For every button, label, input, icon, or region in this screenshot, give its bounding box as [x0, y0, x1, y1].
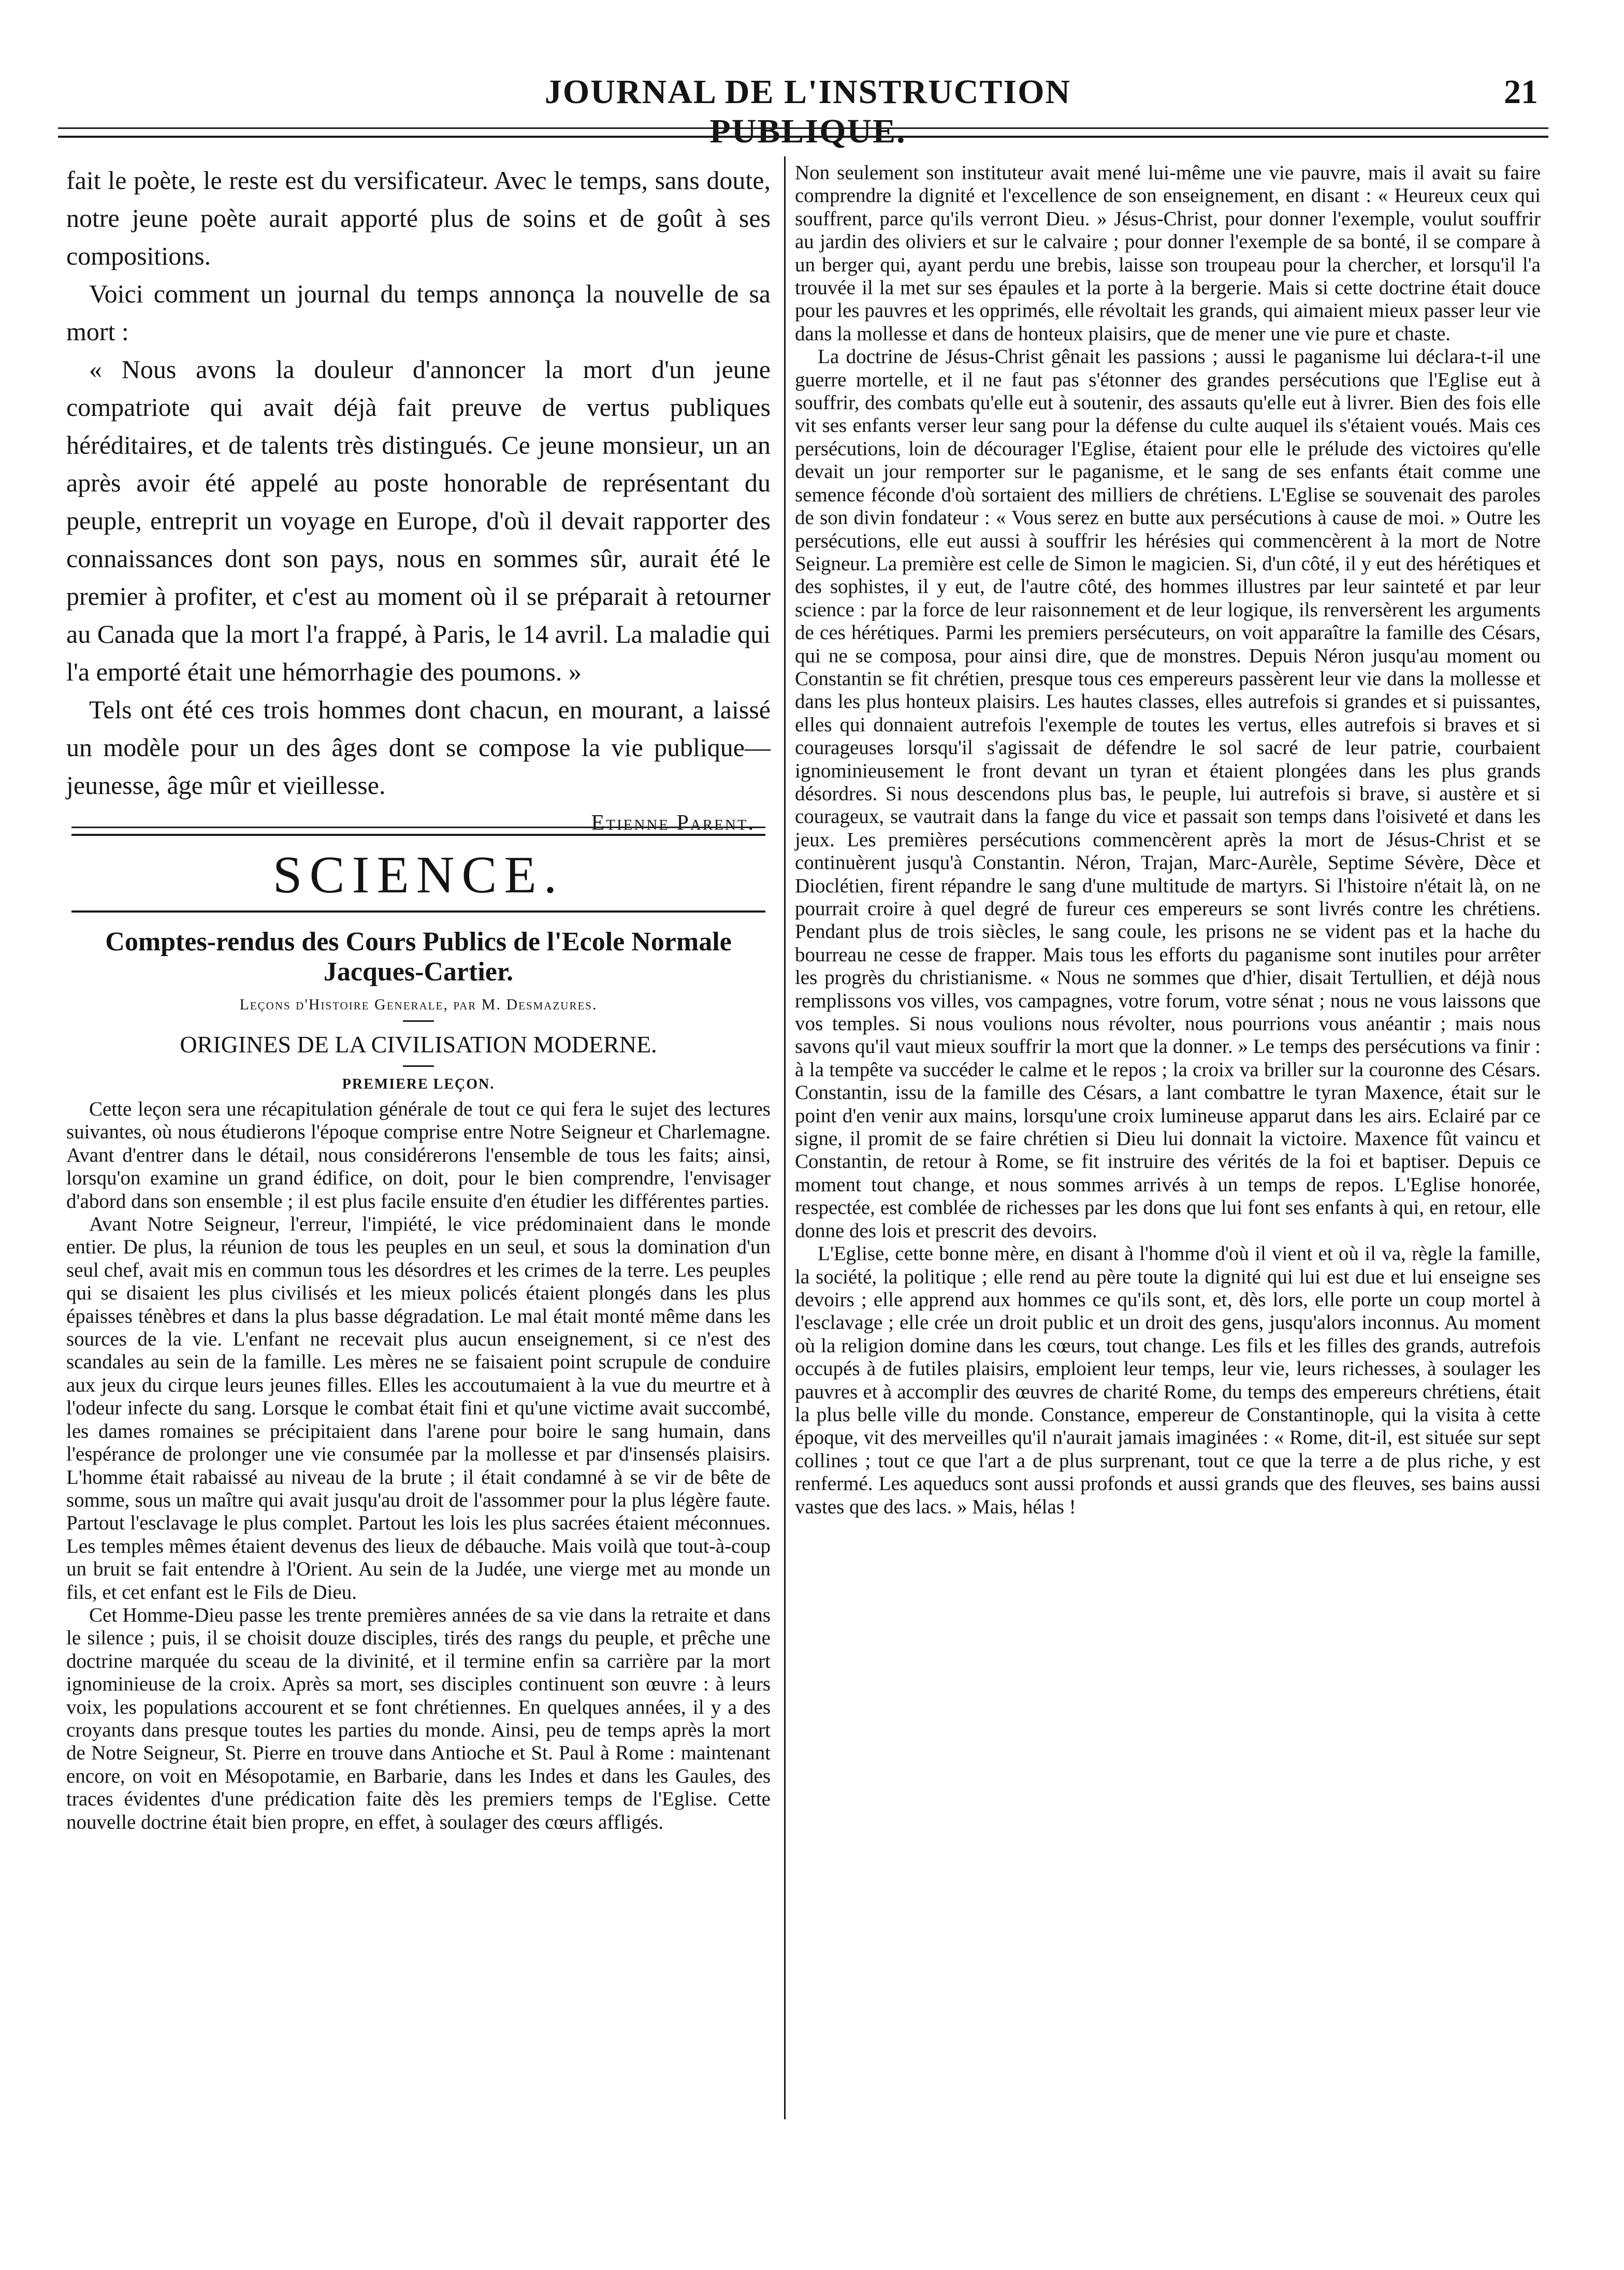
short-divider — [403, 1020, 434, 1022]
short-divider — [403, 1065, 434, 1067]
section-rule-bottom — [71, 834, 765, 836]
lesson-heading: PREMIERE LEÇON. — [342, 1076, 495, 1092]
article-paragraph: fait le poète, le reste est du versificateur. Avec le temps, sans doute, notre jeune poète aurait apporté plus de soins et de goût à ses compositions. — [66, 166, 771, 270]
author-signature: Etienne Parent. — [591, 811, 755, 835]
running-header-title: JOURNAL DE L'INSTRUCTION PUBLIQUE. — [544, 73, 1071, 150]
page-number: 21 — [1504, 73, 1538, 111]
lecture-title: ORIGINES DE LA CIVILISATION MODERNE. — [180, 1031, 657, 1058]
header-rule-top — [58, 127, 1548, 129]
article-paragraph: Voici comment un journal du temps annonça la nouvelle de sa mort : — [66, 279, 771, 346]
right-column-article — [795, 162, 1541, 1519]
left-column-article — [66, 162, 771, 842]
lecture-paragraph: Avant Notre Seigneur, l'erreur, l'impiété, le vice prédominaient dans le monde entier. De plus, la réunion de tous les peuples en un seul, et sous la domination d'un seul chef, avait mis en commun tous les désordres et les crimes de la terre. Les peuples qui se disaient les plus civilisés et les mieux policés étaient plongés dans les plus épaisses ténèbres et dans la plus basse dégradation. Le mal était monté même dans les sources de la vie. L'enfant ne recevait plus aucun enseignement, si ce n'est des scandales au sein de la famille. Les mères ne se faisaient point scrupule de conduire aux jeux du cirque leurs jeunes filles. Elles les accoutumaient à la vue du meurtre et à l'odeur infecte du sang. Lorsque le combat était fini et qu'une victime avait succombé, les dames romaines se précipitaient dans l'arene pour boire le sang humain, dans l'espérance de prolonger une vie consumée par la mollesse et par d'insensés plaisirs. L'homme était rabaissé au niveau de la brute ; il était condamné à se vir de bête de somme, sous un maître qui avait jusqu'au droit de l'assommer pour la plus légère faute. Partout l'esclavage le plus complet. Partout les lois les plus sacrées étaient méconnues. Les temples mêmes étaient devenus des lieux de débauche. Mais voilà que tout-à-coup un bruit se fait entendre à l'Orient. Au sein de la Judée, une vierge met au monde un fils, et cet enfant est le Fils de Dieu. — [66, 1213, 771, 1603]
section-rule-top — [71, 827, 765, 828]
lecture-paragraph: Cet Homme-Dieu passe les trente premières années de sa vie dans la retraite et dans le silence ; puis, il se choisit douze disciples, tirés des rangs du peuple, et prêche une doctrine marquée du sceau de la divinité, et il termine enfin sa carrière par la mort ignominieuse de la croix. Après sa mort, ses disciples continuent son œuvre : à leurs voix, les populations accourent et se font chrétiennes. En quelques années, il y a des croyants dans presque toutes les parties du monde. Ainsi, peu de temps après la mort de Notre Seigneur, St. Pierre en trouve dans Antioche et St. Paul à Rome : maintenant encore, on voit en Mésopotamie, en Barbarie, dans les Indes et dans les Gaules, des traces évidentes d'une prédication faite dès les premiers temps de l'Eglise. Cette nouvelle doctrine était bien propre, en effet, à soulager des cœurs affligés. — [66, 1603, 771, 1833]
section-title-underline — [71, 910, 765, 913]
lecturer-line: Leçons d'Histoire Generale, par M. Desmazures. — [239, 996, 598, 1013]
article-paragraph: Tels ont été ces trois hommes dont chacun, en mourant, a laissé un modèle pour un des âges dont se compose la vie publique—jeunesse, âge mûr et vieillesse. — [66, 695, 771, 800]
lecture-paragraph: Cette leçon sera une récapitulation générale de tout ce qui fera le sujet des lectures suivantes, où nous étudierons l'époque comprise entre Notre Seigneur et Charlemagne. Avant d'entrer dans le détail, nous considérerons l'ensemble de tous les faits; ainsi, lorsqu'on examine un grand édifice, on doit, pour le bien comprendre, l'envisager d'abord dans son ensemble ; il est plus facile ensuite d'en étudier les différentes parties. — [66, 1098, 771, 1212]
header-rule-bottom — [58, 136, 1548, 138]
article-paragraph: La doctrine de Jésus-Christ gênait les passions ; aussi le paganisme lui déclara-t-il une guerre mortelle, et il ne faut pas s'étonner des grandes persécutions que l'Eglise eut à souffrir, des combats qu'elle eut à soutenir, des assauts qu'elle eut à livrer. Bien des fois elle vit ses enfants verser leur sang pour la défense du culte auquel ils s'étaient voués. Mais ces persécutions, loin de décourager l'Eglise, étaient pour elle le prélude des victoires qu'elle devait un jour remporter sur le paganisme, et le sang de ses enfants était comme une semence féconde d'où sortaient des milliers de chrétiens. L'Eglise se souvenait des paroles de son divin fondateur : « Vous serez en butte aux persécutions à cause de moi. » Outre les persécutions, elle eut aussi à souffrir les hérésies qui commencèrent à la mort de Notre Seigneur. La première est celle de Simon le magicien. Si, d'un côté, il y eut des hérétiques et des sophistes, il y eut, de l'autre côté, des hommes illustres par leur sainteté et par leur science : par la force de leur raisonnement et de leur logique, ils renversèrent les arguments de ces hérétiques. Parmi les premiers persécuteurs, on voit apparaître la famille des Césars, qui ne se composa, pour ainsi dire, que de monstres. Depuis Néron jusqu'au moment ou Constantin se fit chrétien, presque tous ces empereurs passèrent leur vie dans la mollesse et dans les plus honteux plaisirs. Les hautes classes, elles autrefois si grandes et si puissantes, elles qui donnaient autrefois l'exemple de toutes les vertus, elles autrefois si braves et si courageuses lorsqu'il s'agissait de défendre le sol sacré de leur patrie, courbaient ignominieusement le front devant un tyran et étaient plongées dans les plus grands désordres. Si nous descendons plus bas, le peuple, lui autrefois si brave, si austère et si courageux, se vautrait dans la fange du vice et passait son temps dans l'oisiveté et dans les jeux. Les premières persécutions commencèrent après la mort de Jésus-Christ et se continuèrent jusqu'à Constantin. Néron, Trajan, Marc-Aurèle, Septime Sévère, Dèce et Dioclétien, firent répandre le sang d'une multitude de martyrs. Si l'histoire n'était là, on ne pourrait croire à quel degré de fureur ces empereurs se sont livrés contre les chrétiens. Pendant plus de trois siècles, le sang coule, les prisons ne se vident pas et la hache du bourreau ne cesse de frapper. Mais tous les efforts du paganisme sont inutiles pour arrêter les progrès du christianisme. « Nous ne sommes que d'hier, disait Tertullien, et déjà nous remplissons vos villes, vos campagnes, votre forum, votre sénat ; nous ne vous laissons que vos temples. Si nous voulions nous révolter, nous pourrions vous anéantir ; mais nous savons qu'il vaut mieux souffrir la mort que la donner. » Le temps des persécutions va finir : à la tempête va succéder le calme et le repos ; la croix va briller sur la couronne des Césars. Constantin, issu de la famille des Césars, a lant combattre le tyran Maxence, était sur le point d'en venir aux mains, lorsqu'une croix lumineuse apparut dans les airs. Eclairé par ce signe, il promit de se faire chrétien si Dieu lui donnait la victoire. Maxence fût vaincu et Constantin, de retour à Rome, se fit instruire des vérités de la foi et baptiser. Depuis ce moment tout change, et nous sommes arrivés à un temps de repos. L'Eglise honorée, respectée, est comblée de richesses par les dons que lui font ses enfants à qui, en retour, elle donne des lois et prescrit des devoirs. — [795, 345, 1541, 1242]
science-section — [66, 927, 771, 1834]
obituary-quote: « Nous avons la douleur d'annoncer la mort d'un jeune compatriote qui avait déjà fait preuve de vertus publiques héréditaires, et de talents très distingués. Ce jeune monsieur, un an après avoir été appelé au poste honorable de représentant du peuple, entreprit un voyage en Europe, d'où il devait rapporter des connaissances dont son pays, nous en sommes sûr, aurait été le premier à profiter, et c'est au moment où il se préparait à retourner au Canada que la mort l'a frappé, à Paris, le 14 avril. La maladie qui l'a emporté était une hémorrhagie des poumons. » — [66, 355, 771, 686]
section-title: SCIENCE. — [272, 846, 564, 904]
article-paragraph: L'Eglise, cette bonne mère, en disant à l'homme d'où il vient et où il va, règle la famille, la société, la politique ; elle rend au père toute la dignité qui lui est due et lui enseigne ses devoirs ; elle apprend aux hommes ce qu'ils sont, et, dès lors, elle porte un coup mortel à l'esclavage ; elle crée un droit public et un droit des gens, jusqu'alors inconnus. Au moment où la religion domine dans les cœurs, tout change. Les fils et les filles des grands, autrefois occupés à de futiles plaisirs, emploient leur temps, leur vie, leurs richesses, à soulager les pauvres et à accomplir des œuvres de charité Rome, du temps des empereurs chrétiens, était la plus belle ville du monde. Constance, empereur de Constantinople, qui la visita à cette époque, vit des merveilles qu'il n'aurait jamais imaginées : « Rome, dit-il, est située sur sept collines ; tout ce que l'art a de plus surprenant, tout ce que la terre a de plus riche, y est renfermé. Les aqueducs sont aussi profonds et aussi grands que des fleuves, ses bains aussi vastes que des lacs. » Mais, hélas ! — [795, 1242, 1541, 1518]
column-divider — [784, 156, 786, 2119]
course-title: Comptes-rendus des Cours Publics de l'Ecole Normale Jacques-Cartier. — [105, 927, 732, 987]
article-paragraph: Non seulement son instituteur avait mené lui-même une vie pauvre, mais il avait su faire comprendre la dignité et l'excellence de son enseignement, en disant : « Heureux ceux qui souffrent, parce qu'ils verront Dieu. » Jésus-Christ, pour donner l'exemple, voulut souffrir au jardin des oliviers et sur le calvaire ; pour donner l'exemple de sa bonté, il se compare à un berger qui, ayant perdu une brebis, laisse son troupeau pour la chercher, et lorsqu'il l'a trouvée il la met sur ses épaules et la porte à la bergerie. Mais si cette doctrine était douce pour les pauvres et les opprimés, elle révoltait les grands, qui aimaient mieux passer leur vie dans la mollesse et dans de honteux plaisirs, que de mener une vie pure et chaste. — [795, 162, 1541, 345]
